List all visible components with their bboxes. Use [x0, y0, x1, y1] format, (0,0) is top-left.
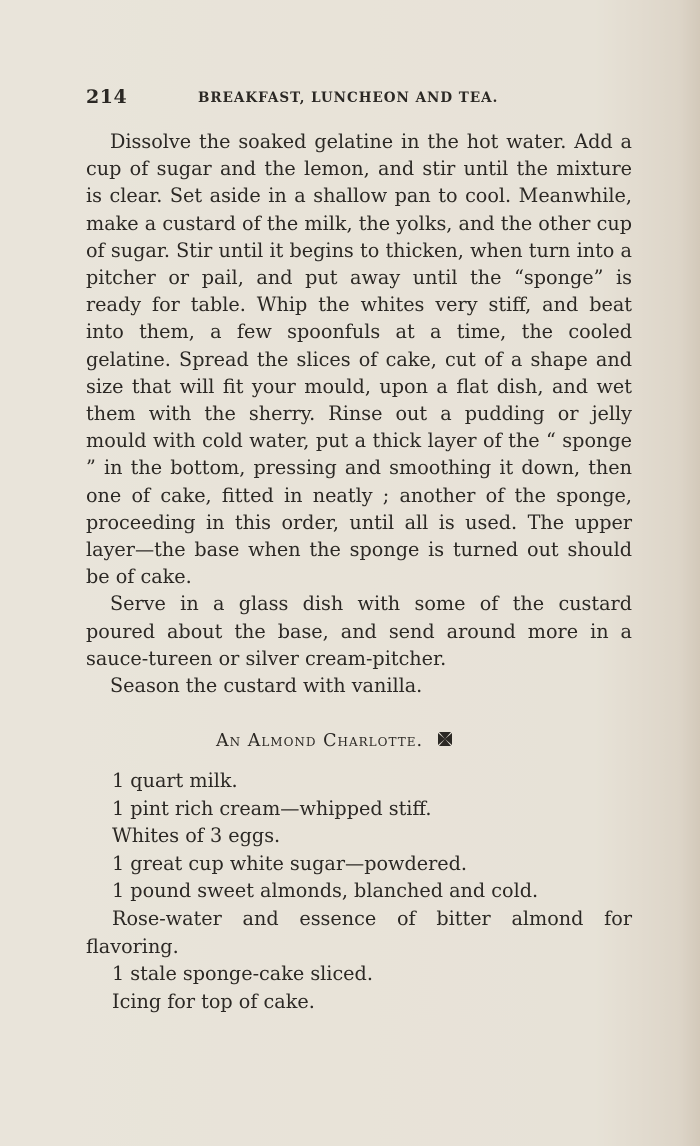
maltese-cross-icon [436, 730, 454, 753]
recipe-instructions [86, 128, 632, 699]
ingredient-item: 1 pint rich cream—whipped stiff. [112, 796, 432, 820]
ingredient-item: Whites of 3 eggs. [112, 824, 281, 848]
ingredient-item: 1 pound sweet almonds, blanched and cold. [112, 879, 539, 903]
page-header [86, 86, 636, 114]
ingredient-item: 1 stale sponge-cake sliced. [112, 962, 373, 986]
ingredient-list [86, 767, 632, 1015]
running-head: BREAKFAST, LUNCHEON AND TEA. [198, 90, 499, 106]
page-number: 214 [86, 86, 128, 108]
paragraph: Season the custard with vanilla. [110, 674, 423, 698]
ingredient-item: Rose-water and essence of bitter almond for flavoring. [86, 906, 632, 958]
ingredient-item: 1 great cup white sugar—powdered. [112, 851, 468, 875]
paragraph: Dissolve the soaked gelatine in the hot water. Add a cup of sugar and the lemon, and stir until the mixture is clear. Set aside in a shallow pan to cool. Meanwhile, make a custard of the milk, the yolks, and the other cup of sugar. Stir until it begins to thicken, when turn into a pitcher or pail, and put away until the “sponge” is ready for table. Whip the whites very stiff, and beat into them, a few spoonfuls at a time, the cooled gelatine. Spread the slices of cake, cut of a shape and size that will fit your mould, upon a flat dish, and wet them with the sherry. Rinse out a pudding or jelly mould with cold water, put a thick layer of the “ sponge ” in the bottom, pressing and smoothing it down, then one of cake, fitted in neatly ; another of the sponge, proceeding in this order, until all is used. The upper layer—the base when the sponge is turned out should be of cake. [86, 130, 632, 589]
paragraph: Serve in a glass dish with some of the custard poured about the base, and send around more in a sauce-tureen or silver cream-pitcher. [86, 592, 632, 670]
recipe-title: An Almond Charlotte. [216, 731, 424, 751]
ingredient-item: Icing for top of cake. [112, 989, 315, 1013]
recipe-title-line [216, 730, 454, 753]
ingredient-item: 1 quart milk. [112, 769, 238, 792]
